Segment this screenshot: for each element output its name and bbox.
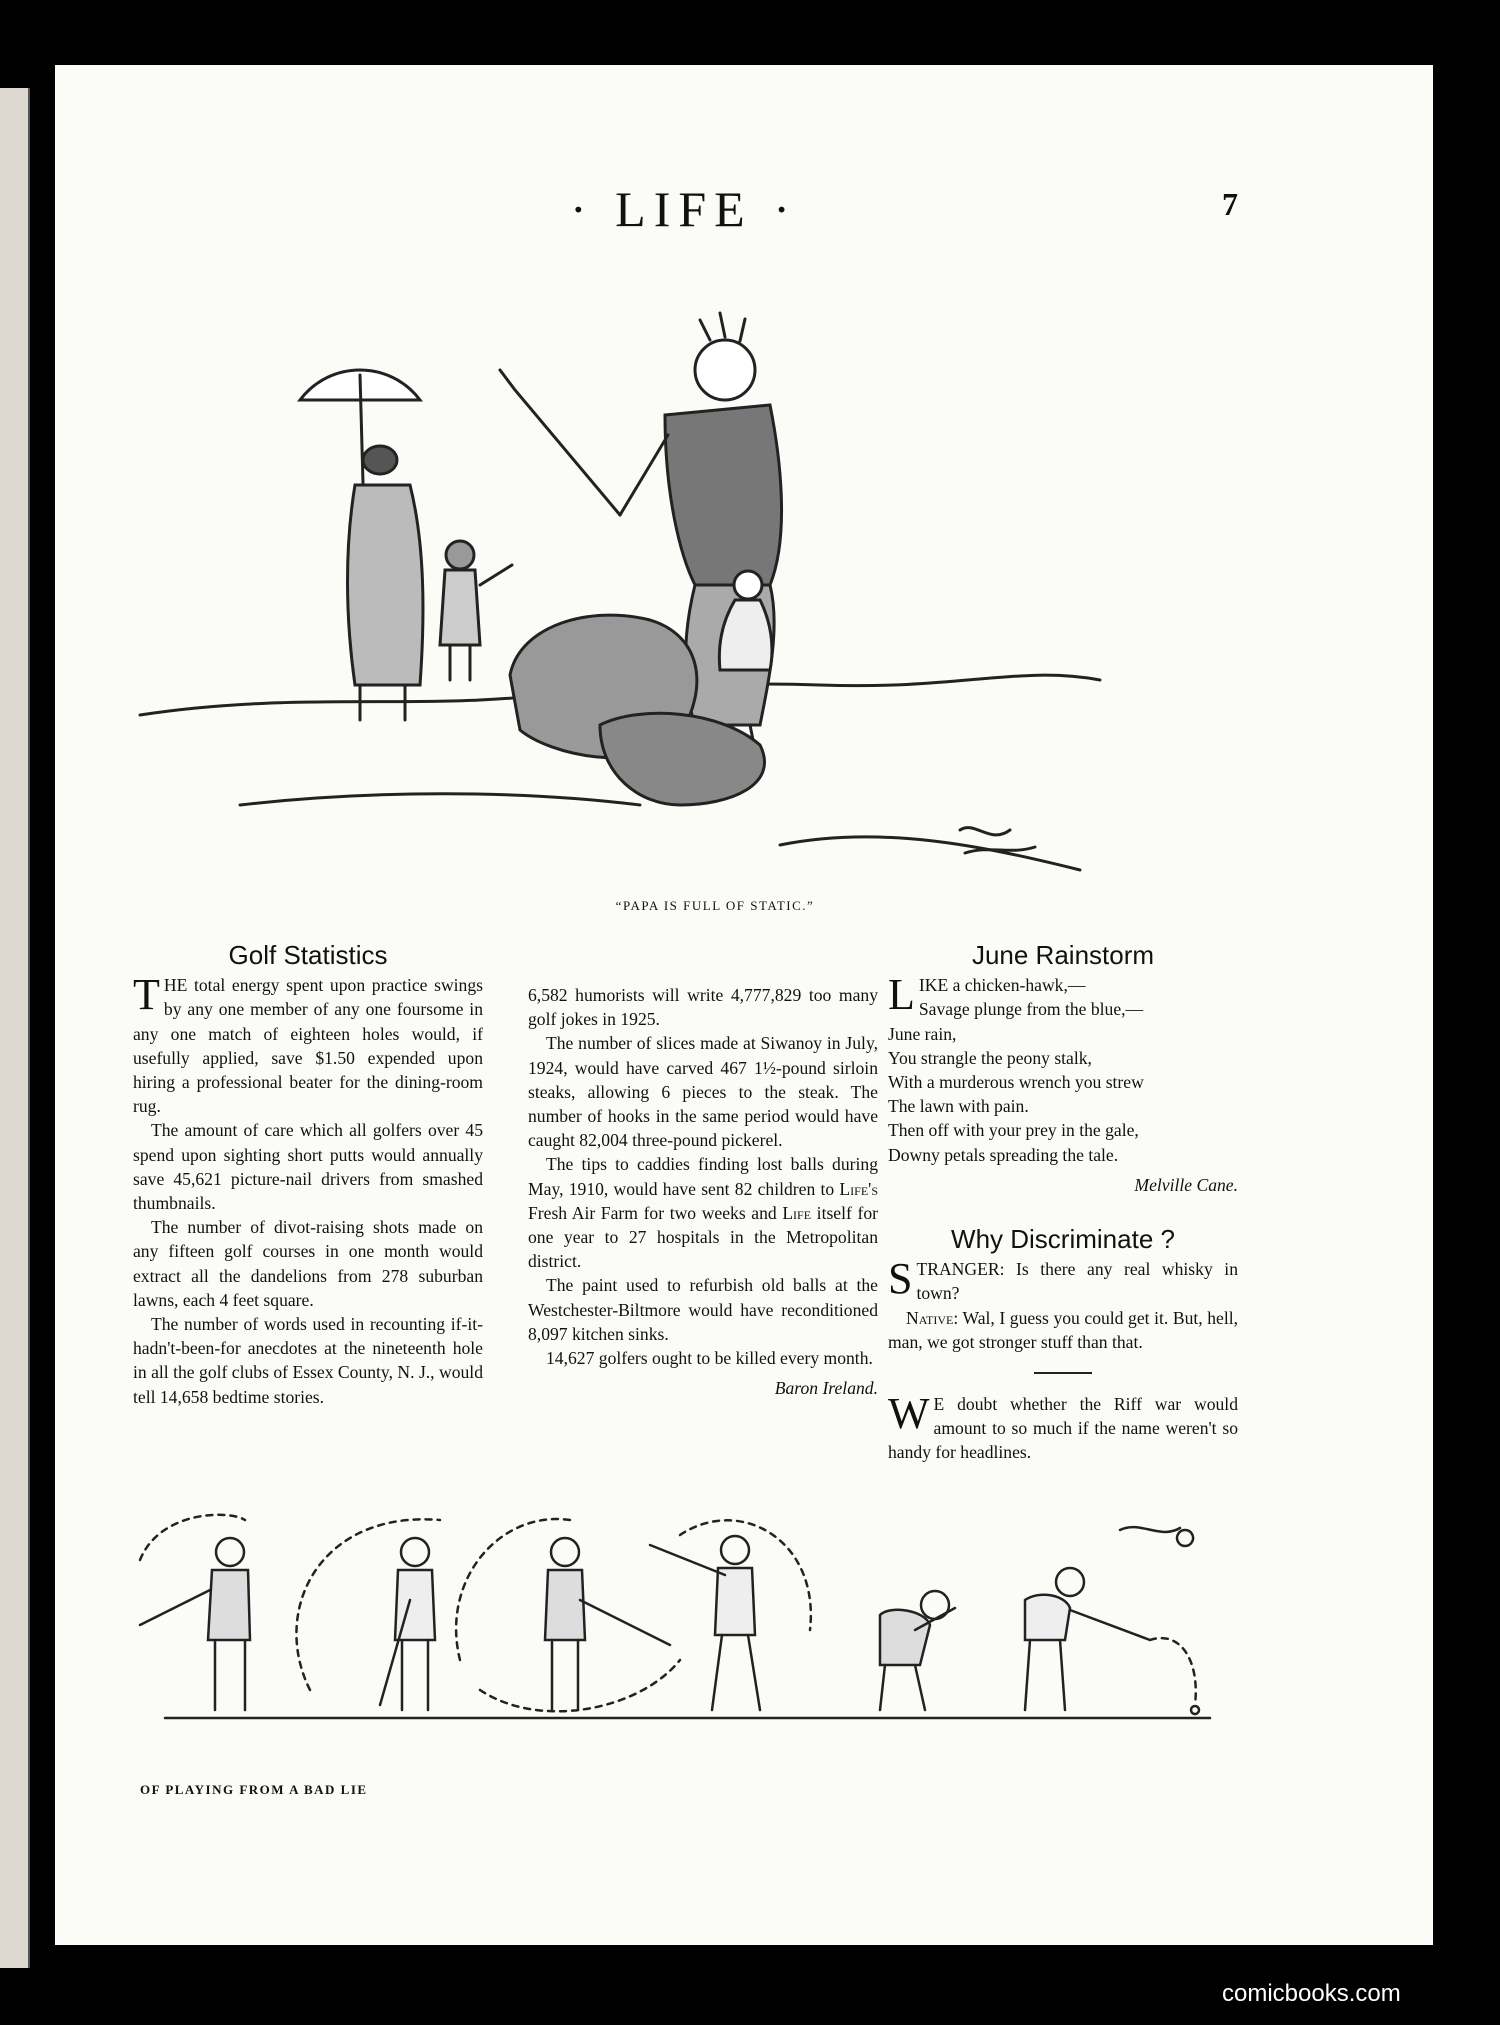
poem-line: With a murderous wrench you strew xyxy=(888,1072,1144,1093)
cartoon-caption: “PAPA IS FULL OF STATIC.” xyxy=(615,898,815,913)
article-title: Golf Statistics xyxy=(228,940,388,970)
article-title: Why Discriminate ? xyxy=(951,1224,1175,1255)
article-paragraph: 6,582 humorists will write 4,777,829 too many golf jokes in 1925. xyxy=(528,985,878,1030)
dropcap: W xyxy=(888,1389,930,1439)
speaker-label: Native: xyxy=(906,1307,959,1328)
article-paragraph: 14,627 golfers ought to be killed every month. xyxy=(546,1348,873,1369)
article-paragraph xyxy=(528,1152,878,1273)
strip-caption: OF PLAYING FROM A BAD LIE xyxy=(140,1782,368,1797)
masthead: · LIFE · xyxy=(570,181,798,237)
source-watermark: comicbooks.com xyxy=(1222,1980,1401,2007)
poem-line: June rain, xyxy=(888,1023,957,1044)
dialogue-native xyxy=(888,1306,1238,1354)
page-number: 7 xyxy=(1222,186,1238,222)
golfer-figure-1 xyxy=(140,1515,250,1710)
dropcap: S xyxy=(888,1254,913,1304)
golf-swing-sequence-illustration xyxy=(120,1490,1240,1750)
golfer-figure-3 xyxy=(456,1519,680,1711)
dropcap: L xyxy=(888,970,915,1020)
magazine-name: Life's xyxy=(839,1178,878,1199)
article-paragraph: The amount of care which all golfers over 45 spend upon sighting short putts would annually save 45,621 picture-nail drivers from smashed thumbnails. xyxy=(133,1120,483,1214)
golfer-figure-5 xyxy=(880,1591,955,1710)
poem-line: IKE a chicken-hawk,— xyxy=(918,975,1086,996)
dropcap: T xyxy=(133,970,160,1020)
poem-line: You strangle the peony stalk, xyxy=(888,1047,1092,1068)
dialogue-stranger xyxy=(888,1254,1238,1305)
paragraph-text: E doubt whether the Riff war would amount to so much if the name weren't so handy for headlines. xyxy=(888,1394,1238,1463)
poem-line: The lawn with pain. xyxy=(888,1096,1029,1117)
dialogue-text: Is there any real whisky in town? xyxy=(916,1259,1238,1304)
author-signature: Melville Cane. xyxy=(1134,1174,1238,1195)
poem-line: Then off with your prey in the gale, xyxy=(888,1120,1139,1141)
dialogue-text: Wal, I guess you could get it. But, hell, man, we got stronger stuff than that. xyxy=(888,1307,1238,1352)
paragraph-text: itself for one year to 27 hospitals in the Metropolitan district. xyxy=(528,1202,878,1272)
article-paragraph: HE total energy spent upon practice swings by any one member of any one foursome in any one match of eighteen holes would, if usefully applied, save $1.50 expended upon hiring a professional beater for the dining-room rug. xyxy=(133,975,483,1117)
poem-line: Downy petals spreading the tale. xyxy=(888,1144,1119,1165)
poem-june-rainstorm xyxy=(888,970,1238,1167)
riff-war-paragraph xyxy=(888,1389,1238,1465)
paragraph-text: Fresh Air Farm for two weeks and xyxy=(528,1202,783,1223)
column-right xyxy=(888,935,1238,1465)
section-divider xyxy=(1034,1372,1092,1374)
golf-cartoon-illustration xyxy=(120,285,1125,905)
adjacent-page-edge xyxy=(0,88,30,1968)
golfer-figure-2 xyxy=(296,1519,440,1710)
author-signature: Baron Ireland. xyxy=(774,1378,878,1399)
article-paragraph: The number of slices made at Siwanoy in July, 1924, would have carved 467 1½-pound sirloin steaks, allowing 6 pieces to the steak. The number of hooks in the same period would have caught 82,004 three-pound pickerel. xyxy=(528,1033,878,1151)
poem-line: Savage plunge from the blue,— xyxy=(918,999,1144,1020)
magazine-name: Life xyxy=(782,1202,812,1223)
article-golf-statistics xyxy=(133,935,483,1409)
article-paragraph: The paint used to refurbish old balls at the Westchester-Biltmore would have reconditioned 8,097 kitchen sinks. xyxy=(528,1275,878,1344)
golfer-figure-6 xyxy=(1025,1568,1199,1714)
speaker-label: TRANGER: xyxy=(916,1259,1005,1280)
golfer-figure-4 xyxy=(650,1520,811,1710)
paragraph-text: The tips to caddies finding lost balls during May, 1910, would have sent 82 children to xyxy=(528,1154,878,1199)
article-paragraph: The number of divot-raising shots made on any fifteen golf courses in one month would extract all the dandelions from 278 suburban lawns, each 4 feet square. xyxy=(133,1217,483,1310)
article-paragraph: The number of words used in recounting if-it-hadn't-been-for anecdotes at the nineteenth hole in all the golf clubs of Essex County, N. J., would tell 14,658 bedtime stories. xyxy=(133,1314,483,1407)
article-golf-statistics-continued xyxy=(528,983,878,1400)
poem-title: June Rainstorm xyxy=(971,940,1155,970)
